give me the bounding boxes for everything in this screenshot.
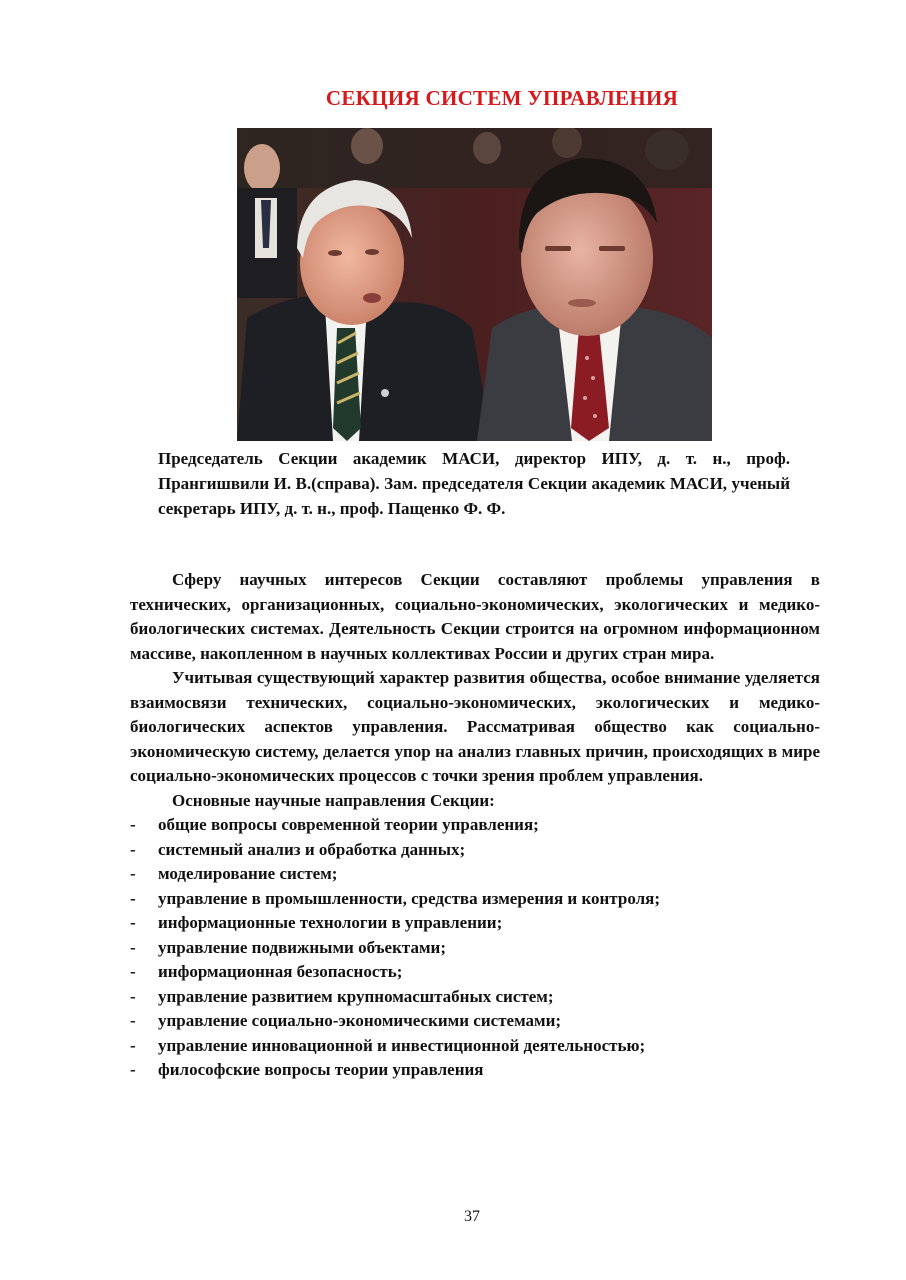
photo-caption: Председатель Секции академик МАСИ, директор ИПУ, д. т. н., проф. Прангишвили И. В.(справа). Зам. председателя Секции академик МАСИ, ученый секретарь ИПУ, д. т. н., проф. Пащенко Ф. Ф. bbox=[158, 449, 790, 518]
list-item bbox=[130, 936, 820, 961]
list-item-text: управление в промышленности, средства измерения и контроля; bbox=[158, 888, 660, 908]
bullet-dash: - bbox=[130, 1011, 136, 1030]
bullet-dash: - bbox=[130, 815, 136, 834]
list-item bbox=[130, 960, 820, 985]
list-item-text: управление подвижными объектами; bbox=[158, 937, 446, 957]
list-item bbox=[130, 985, 820, 1010]
list-item bbox=[130, 1009, 820, 1034]
paragraph-interests: Сферу научных интересов Секции составляют проблемы управления в технических, организационных, социально-экономических, экологических и медико-биологических системах. Деятельность Секции строится на огромном информационном массиве, накопленном в научных коллективах России и других стран мира. bbox=[130, 570, 820, 663]
list-item bbox=[130, 862, 820, 887]
list-item-text: управление социально-экономическими системами; bbox=[158, 1011, 562, 1030]
bullet-dash: - bbox=[130, 839, 136, 859]
list-item-text: философские вопросы теории управления bbox=[158, 1060, 484, 1079]
list-item-text: управление развитием крупномасштабных систем; bbox=[158, 986, 554, 1006]
section-title: СЕКЦИЯ СИСТЕМ УПРАВЛЕНИЯ bbox=[325, 86, 679, 110]
bullet-dash: - bbox=[130, 913, 136, 932]
bullet-dash: - bbox=[130, 1060, 136, 1079]
bullet-dash: - bbox=[130, 986, 136, 1006]
bullet-dash: - bbox=[130, 888, 136, 908]
directions-heading: Основные научные направления Секции: bbox=[172, 790, 495, 810]
list-item bbox=[130, 911, 820, 936]
list-item-text: информационная безопасность; bbox=[158, 962, 403, 981]
directions-list bbox=[130, 813, 820, 1083]
list-item-text: управление инновационной и инвестиционной деятельностью; bbox=[158, 1035, 646, 1055]
list-item bbox=[130, 1034, 820, 1059]
bullet-dash: - bbox=[130, 937, 136, 957]
list-item bbox=[130, 1058, 820, 1083]
list-item bbox=[130, 838, 820, 863]
paragraph-society: Учитывая существующий характер развития общества, особое внимание уделяется взаимосвязи технических, социально-экономических, экологических и медико-биологических аспектов управления. Рассматривая общество как социально-экономическую систему, делается упор на анализ главных причин, происходящих в мире социально-экономических процессов с точки зрения проблем управления. bbox=[130, 668, 820, 785]
portrait-photo bbox=[237, 128, 712, 441]
list-item-text: системный анализ и обработка данных; bbox=[158, 839, 466, 859]
list-item-text: общие вопросы современной теории управления; bbox=[158, 815, 539, 834]
bullet-dash: - bbox=[130, 1035, 136, 1055]
list-item bbox=[130, 813, 820, 838]
list-item-text: информационные технологии в управлении; bbox=[158, 913, 503, 932]
bullet-dash: - bbox=[130, 864, 136, 883]
bullet-dash: - bbox=[130, 962, 136, 981]
page-number: 37 bbox=[464, 1208, 480, 1225]
list-item bbox=[130, 887, 820, 912]
body-text bbox=[130, 568, 820, 1083]
list-item-text: моделирование систем; bbox=[158, 864, 338, 883]
